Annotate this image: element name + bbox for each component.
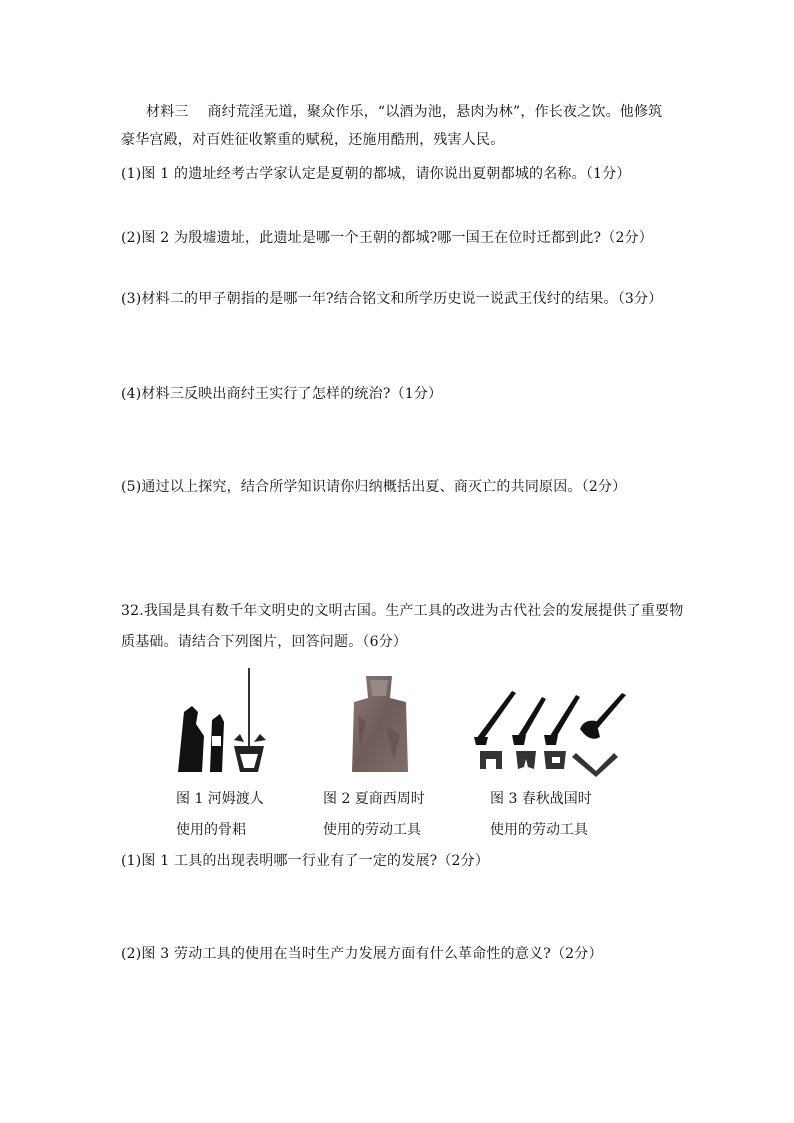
- figure-3-caption-line2: 使用的劳动工具: [490, 822, 588, 838]
- question-32-intro-line1: 32.我国是具有数千年文明史的文明古国。生产工具的改进为古代社会的发展提供了重要物: [121, 603, 684, 619]
- figure-2-caption-line2: 使用的劳动工具: [323, 822, 421, 838]
- question-31-3: (3)材料二的甲子朝指的是哪一年?结合铭文和所学历史说一说武王伐纣的结果。（3分）: [121, 291, 663, 307]
- question-32-intro-line2: 质基础。请结合下列图片，回答问题。（6分）: [121, 634, 408, 650]
- figure-3-caption-line1: 图 3 春秋战国时: [490, 791, 592, 807]
- material3-line1: 材料三 商纣荒淫无道，聚众作乐，“以酒为池，悬肉为林”，作长夜之饮。他修筑: [146, 104, 663, 120]
- figure-1-caption-line1: 图 1 河姆渡人: [176, 791, 264, 807]
- figure-1-caption-line2: 使用的骨耜: [176, 822, 246, 838]
- question-32-2: (2)图 3 劳动工具的使用在当时生产力发展方面有什么革命性的意义?（2分）: [121, 946, 603, 962]
- figure-2-caption-line1: 图 2 夏商西周时: [323, 791, 425, 807]
- question-31-5: (5)通过以上探究，结合所学知识请你归纳概括出夏、商灭亡的共同原因。（2分）: [121, 479, 627, 495]
- question-32-1: (1)图 1 工具的出现表明哪一行业有了一定的发展?（2分）: [121, 853, 490, 869]
- figure-1-bone-spade-image: [174, 664, 270, 776]
- question-31-2: (2)图 2 为殷墟遗址，此遗址是哪一个王朝的都城?哪一国王在位时迁都到此?（2分）: [121, 230, 653, 246]
- figure-3-iron-tools-image: [472, 689, 630, 779]
- question-31-1: (1)图 1 的遗址经考古学家认定是夏朝的都城，请你说出夏朝都城的名称。（1分）: [121, 166, 631, 182]
- material3-line2: 豪华宫殿，对百姓征收繁重的赋税，还施用酷刑，残害人民。: [121, 132, 505, 148]
- question-31-4: (4)材料三反映出商纣王实行了怎样的统治?（1分）: [121, 386, 443, 402]
- figure-2-bronze-spade-image: [346, 676, 414, 774]
